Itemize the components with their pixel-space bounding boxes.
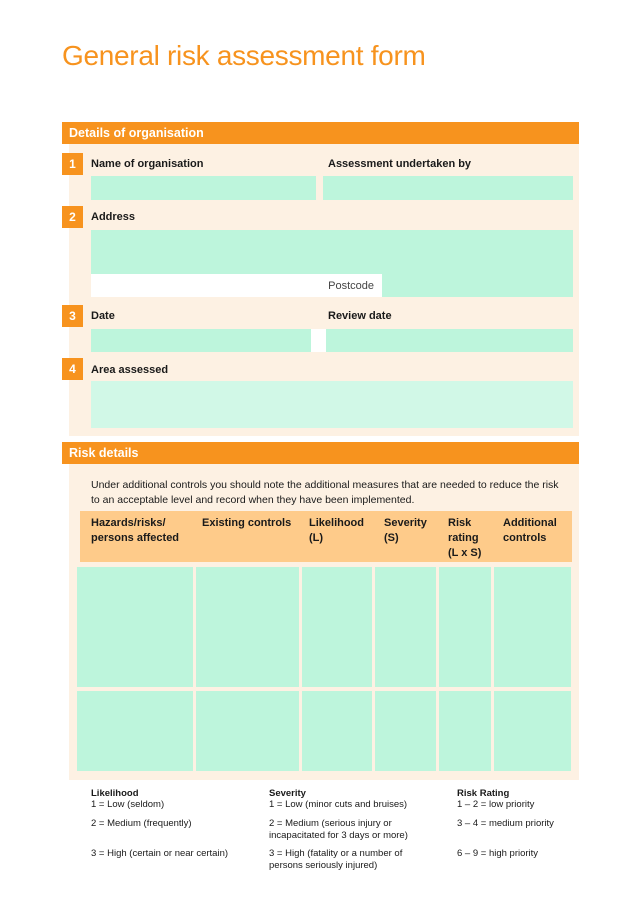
date-label: Date [91, 310, 115, 322]
legend-rating-item: 3 – 4 = medium priority [457, 818, 554, 829]
section-header-risk: Risk details [62, 442, 579, 464]
postcode-label: Postcode [328, 280, 374, 292]
table-cell[interactable] [77, 567, 193, 687]
organisation-name-label: Name of organisation [91, 158, 204, 170]
table-cell[interactable] [494, 567, 571, 687]
column-header-risk-rating: Risk rating (L x S) [448, 517, 482, 559]
legend-rating-item: 1 – 2 = low priority [457, 799, 535, 810]
item-number-2: 2 [62, 206, 83, 228]
table-cell[interactable] [196, 567, 299, 687]
legend-likelihood-title: Likelihood [91, 788, 139, 799]
date-field[interactable] [91, 329, 311, 352]
table-cell[interactable] [439, 691, 491, 771]
date-gap [311, 329, 326, 352]
legend-severity-item: 3 = High (fatality or a number of persons seriously injured) [269, 848, 403, 871]
legend-severity-item: 2 = Medium (serious injury or incapacitated for 3 days or more) [269, 818, 408, 841]
assessor-field[interactable] [323, 176, 573, 200]
address-field[interactable] [91, 230, 573, 274]
review-date-field[interactable] [326, 329, 573, 352]
column-header-hazards: Hazards/risks/ persons affected [91, 517, 180, 544]
column-header-severity: Severity (S) [384, 517, 427, 544]
legend-rating-title: Risk Rating [457, 788, 510, 799]
page-title: General risk assessment form [62, 40, 426, 71]
column-header-additional-controls: Additional controls [503, 517, 557, 544]
risk-intro-text: Under additional controls you should note the additional measures that are needed to reduce the risk to an acceptable level and record when they have been implemented. [91, 479, 559, 506]
area-assessed-field[interactable] [91, 381, 573, 428]
address-label: Address [91, 211, 136, 223]
organisation-name-field[interactable] [91, 176, 316, 200]
item-number-3: 3 [62, 305, 83, 327]
area-assessed-label: Area assessed [91, 364, 169, 376]
table-cell[interactable] [375, 567, 436, 687]
legend-severity-title: Severity [269, 788, 306, 799]
column-header-likelihood: Likelihood (L) [309, 517, 364, 544]
column-header-existing-controls: Existing controls [202, 517, 292, 529]
section-header-organisation: Details of organisation [62, 122, 579, 144]
legend-likelihood-item: 1 = Low (seldom) [91, 799, 165, 810]
legend-likelihood-item: 3 = High (certain or near certain) [91, 848, 229, 859]
legend-likelihood-item: 2 = Medium (frequently) [91, 818, 192, 829]
assessor-label: Assessment undertaken by [328, 158, 472, 170]
table-cell[interactable] [375, 691, 436, 771]
table-cell[interactable] [439, 567, 491, 687]
table-cell[interactable] [302, 691, 372, 771]
review-date-label: Review date [328, 310, 392, 322]
table-cell[interactable] [196, 691, 299, 771]
postcode-field[interactable] [382, 274, 573, 297]
table-cell[interactable] [302, 567, 372, 687]
item-number-1: 1 [62, 153, 83, 175]
table-cell[interactable] [77, 691, 193, 771]
table-cell[interactable] [494, 691, 571, 771]
legend-rating-item: 6 – 9 = high priority [457, 848, 539, 859]
legend-severity-item: 1 = Low (minor cuts and bruises) [269, 799, 408, 810]
item-number-4: 4 [62, 358, 83, 380]
